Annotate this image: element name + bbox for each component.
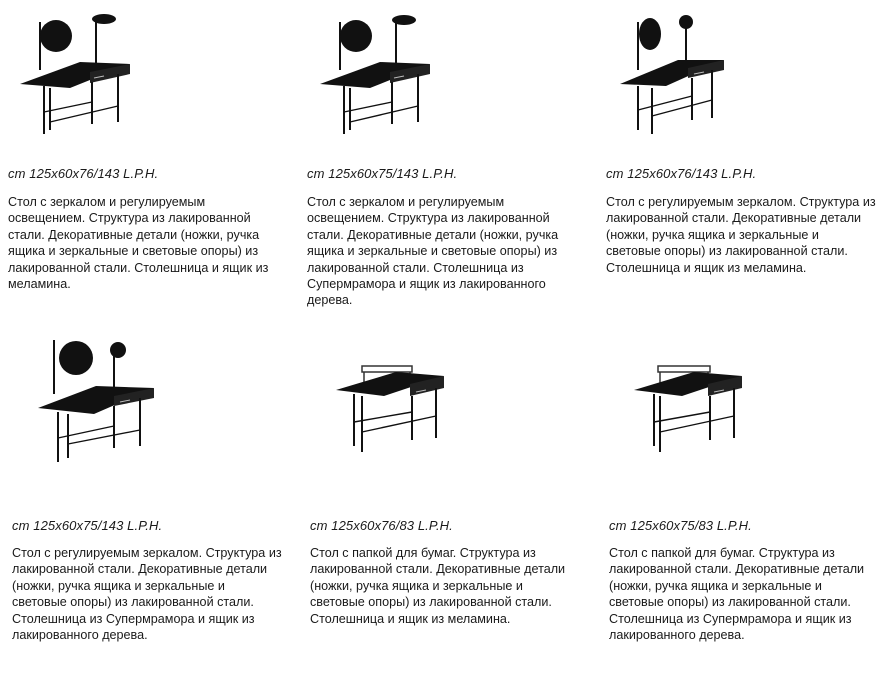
desk-mirror-lamp-icon bbox=[18, 12, 138, 137]
product-dimensions: cm 125x60x75/143 L.P.H. bbox=[307, 166, 458, 181]
desk-paper-holder-icon bbox=[332, 362, 457, 472]
product-dimensions: cm 125x60x75/143 L.P.H. bbox=[12, 518, 163, 533]
product-description: Стол с зеркалом и регулируемым освещением. Структура из лакированной стали. Декоративные детали (ножки, ручка ящика и зеркальные и световые опоры) из лакированной стали. Столешница и ящик из меламина. bbox=[8, 195, 269, 292]
product-description: Стол с регулируемым зеркалом. Структура из лакированной стали. Декоративные детали (ножки, ручка ящика и зеркальные и световые опоры) из лакированной стали. Столешница из Супермрамора и ящик из лакированного дерева. bbox=[12, 546, 282, 643]
desk-mirror-icon bbox=[34, 338, 159, 468]
desk-mirror-icon bbox=[616, 12, 736, 137]
product-description: Стол с зеркалом и регулируемым освещением. Структура из лакированной стали. Декоративные детали (ножки, ручка ящика и зеркальные и световые опоры) из лакированной стали. Столешница из Супермрамора и ящик из лакированного дерева. bbox=[307, 195, 559, 308]
product-description: Стол с регулируемым зеркалом. Структура из лакированной стали. Декоративные детали (ножки, ручка ящика и зеркальные и световые опоры) из лакированной стали. Столешница и ящик из меламина. bbox=[606, 195, 876, 275]
product-dimensions: cm 125x60x76/143 L.P.H. bbox=[606, 166, 757, 181]
product-dimensions: cm 125x60x76/143 L.P.H. bbox=[8, 166, 159, 181]
product-dimensions: cm 125x60x75/83 L.P.H. bbox=[609, 518, 752, 533]
desk-paper-holder-icon bbox=[630, 362, 755, 472]
product-description: Стол с папкой для бумаг. Структура из лакированной стали. Декоративные детали (ножки, ручка ящика и зеркальные и световые опоры) из лакированной стали. Столешница из Супермрамора и ящик из лакированного дерева. bbox=[609, 546, 865, 643]
desk-mirror-lamp-icon bbox=[318, 12, 438, 137]
product-dimensions: cm 125x60x76/83 L.P.H. bbox=[310, 518, 453, 533]
product-description: Стол с папкой для бумаг. Структура из лакированной стали. Декоративные детали (ножки, ручка ящика и зеркальные и световые опоры) из лакированной стали. Столешница и ящик из меламина. bbox=[310, 546, 566, 626]
